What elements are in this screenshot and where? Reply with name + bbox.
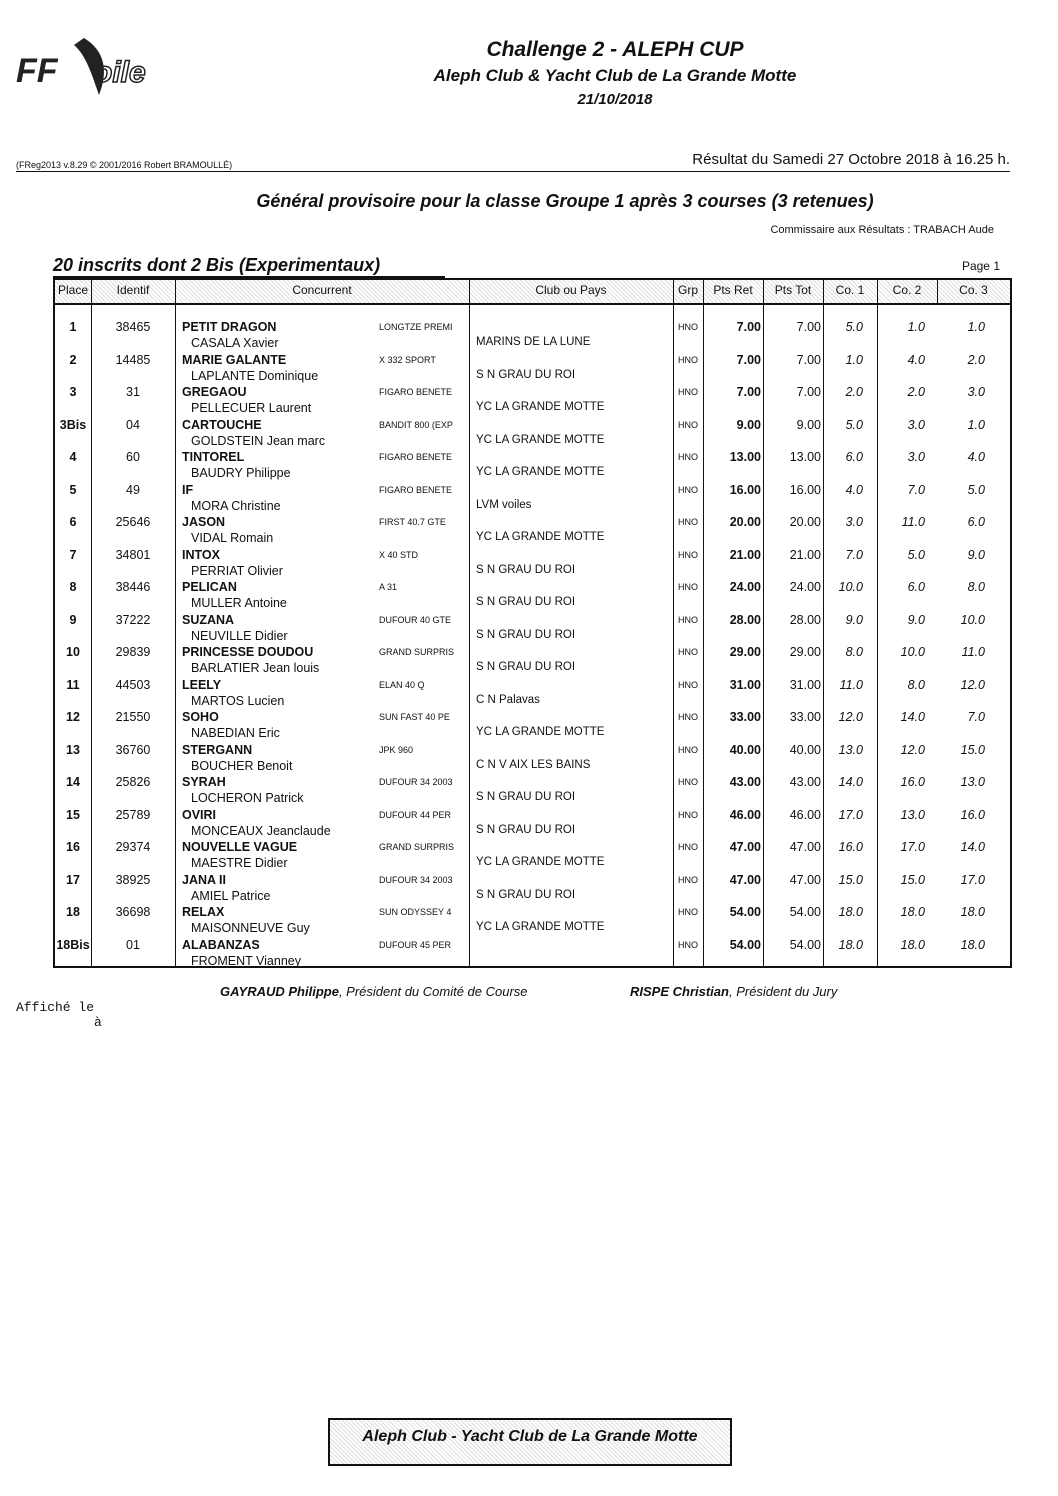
col-identif: Identif (116, 283, 150, 297)
cell-co2: 15.0 (900, 872, 925, 887)
cell-boat: JANA II (182, 872, 226, 887)
cell-co2: 9.0 (907, 612, 925, 627)
cell-co1: 6.0 (845, 450, 863, 464)
cell-co1: 10.0 (838, 580, 863, 594)
cell-ptstot: 47.00 (789, 840, 821, 854)
cell-club: S N GRAU DU ROI (476, 596, 576, 608)
cell-skipper: CASALA Xavier (191, 336, 279, 350)
cell-club: LVM voiles (476, 498, 532, 511)
cell-model: DUFOUR 44 PER (379, 809, 452, 820)
cell-skipper: LAPLANTE Dominique (191, 368, 319, 383)
cell-co1: 5.0 (845, 320, 863, 334)
cell-grp: HNO (678, 744, 698, 755)
cell-ptstot: 13.00 (789, 450, 821, 464)
cell-co1: 1.0 (845, 352, 863, 367)
cell-ptstot: 54.00 (789, 905, 821, 919)
cell-model: FIGARO BENETE (379, 452, 453, 462)
cell-skipper: PELLECUER Laurent (191, 401, 312, 415)
cell-co1: 16.0 (838, 840, 863, 854)
footer-banner (328, 1418, 732, 1466)
cell-boat: LEELY (182, 677, 222, 692)
cell-ident: 25646 (115, 515, 151, 529)
cell-co1: 3.0 (845, 515, 863, 529)
cell-co2: 16.0 (900, 775, 925, 789)
cell-co2: 10.0 (900, 645, 925, 659)
cell-skipper: MULLER Antoine (191, 596, 287, 610)
cell-skipper: VIDAL Romain (191, 531, 274, 545)
cell-co1: 2.0 (845, 385, 863, 399)
table-row (55, 548, 1010, 580)
cell-skipper: MORA Christine (191, 498, 281, 513)
cell-co1: 14.0 (838, 775, 863, 789)
cell-place: 18 (66, 905, 80, 919)
cell-boat: STERGANN (182, 742, 253, 757)
cell-place: 5 (69, 482, 77, 497)
cell-ptstot: 46.00 (789, 807, 821, 822)
race-committee-name: GAYRAUD Philippe (220, 984, 339, 999)
table-row (55, 645, 1010, 677)
page-subtitle: Aleph Club & Yacht Club de La Grande Motte (433, 66, 797, 85)
cell-club: C N Palavas (476, 693, 540, 706)
cell-ptsret: 46.00 (729, 807, 761, 822)
cell-ptsret: 47.00 (729, 872, 761, 887)
cell-boat: GREGAOU (182, 385, 247, 399)
cell-place: 8 (69, 580, 77, 594)
table-row (55, 775, 1010, 807)
cell-co1: 7.0 (845, 547, 863, 562)
cell-co2: 6.0 (907, 580, 925, 594)
cell-grp: HNO (678, 777, 698, 787)
cell-club: C N V AIX LES BAINS (476, 758, 591, 771)
table-row (55, 320, 1010, 352)
cell-co3: 7.0 (967, 710, 985, 724)
cell-ptsret: 29.00 (729, 645, 761, 659)
cell-model: X 332 SPORT (379, 354, 436, 365)
cell-ptstot: 9.00 (796, 417, 821, 432)
cell-boat: SOHO (182, 710, 219, 724)
col-pts-ret: Pts Ret (713, 283, 753, 297)
cell-place: 3 (69, 385, 77, 399)
table-row (55, 385, 1010, 417)
cell-ptstot: 47.00 (789, 872, 821, 887)
cell-co3: 6.0 (967, 515, 985, 529)
cell-place: 15 (66, 807, 80, 822)
posting-date-label: Affiché le (16, 1000, 95, 1015)
cell-co2: 18.0 (900, 905, 925, 919)
cell-skipper: MARTOS Lucien (191, 693, 285, 708)
cell-ident: 38465 (115, 320, 151, 334)
cell-boat: SUZANA (182, 612, 235, 627)
cell-co2: 14.0 (900, 710, 925, 724)
cell-skipper: MAISONNEUVE Guy (191, 921, 310, 935)
cell-co3: 1.0 (967, 320, 985, 334)
cell-grp: HNO (678, 484, 698, 495)
svg-text:FF: FF (16, 52, 58, 90)
cell-ptstot: 7.00 (796, 352, 821, 367)
cell-ptstot: 29.00 (789, 645, 821, 659)
cell-ptstot: 7.00 (796, 320, 821, 334)
cell-model: DUFOUR 45 PER (379, 939, 452, 950)
cell-ptsret: 43.00 (729, 775, 761, 789)
cell-co3: 14.0 (960, 840, 985, 854)
cell-grp: HNO (678, 647, 698, 657)
cell-grp: HNO (678, 354, 698, 365)
table-row (55, 905, 1010, 937)
cell-ident: 38446 (115, 580, 151, 594)
cell-club: YC LA GRANDE MOTTE (476, 856, 605, 868)
race-committee-signature (220, 984, 528, 999)
cell-co2: 2.0 (907, 385, 925, 399)
cell-grp: HNO (678, 549, 698, 560)
cell-ptsret: 54.00 (729, 905, 761, 919)
jury-name: RISPE Christian (630, 984, 729, 999)
cell-boat: PELICAN (182, 580, 237, 594)
cell-boat: PRINCESSE DOUDOU (182, 645, 314, 659)
table-row (55, 450, 1010, 482)
entries-count: 20 inscrits dont 2 Bis (Experimentaux) (53, 255, 381, 275)
col-co2: Co. 2 (892, 283, 922, 297)
cell-ptsret: 20.00 (729, 515, 761, 529)
cell-ptstot: 20.00 (789, 515, 821, 529)
table-row (55, 613, 1010, 645)
cell-co3: 12.0 (960, 677, 985, 692)
cell-club: YC LA GRANDE MOTTE (476, 531, 605, 543)
cell-grp: HNO (678, 452, 698, 462)
cell-grp: HNO (678, 907, 698, 917)
cell-place: 6 (69, 515, 77, 529)
cell-co3: 4.0 (967, 450, 985, 464)
cell-ptsret: 16.00 (729, 482, 761, 497)
cell-ident: 01 (126, 937, 140, 952)
cell-model: SUN FAST 40 PE (379, 712, 450, 722)
cell-place: 2 (69, 352, 77, 367)
cell-club: S N GRAU DU ROI (476, 368, 576, 381)
col-co3: Co. 3 (959, 283, 988, 297)
cell-co1: 18.0 (838, 937, 863, 952)
cell-co2: 17.0 (900, 840, 925, 854)
cell-ptsret: 47.00 (729, 840, 761, 854)
cell-skipper: BARLATIER Jean louis (191, 661, 320, 675)
cell-model: DUFOUR 34 2003 (379, 874, 453, 885)
cell-ptstot: 7.00 (796, 385, 821, 399)
cell-place: 10 (66, 645, 80, 659)
cell-skipper: MAESTRE Didier (191, 856, 288, 870)
cell-club: S N GRAU DU ROI (476, 628, 576, 641)
cell-co3: 18.0 (960, 905, 985, 919)
cell-skipper: LOCHERON Patrick (191, 791, 304, 805)
cell-ptstot: 21.00 (789, 547, 821, 562)
cell-skipper: BOUCHER Benoit (191, 758, 293, 773)
cell-ptsret: 40.00 (729, 742, 761, 757)
cell-model: DUFOUR 34 2003 (379, 777, 453, 787)
cell-boat: INTOX (182, 547, 220, 562)
cell-boat: IF (182, 482, 194, 497)
cell-grp: HNO (678, 322, 698, 332)
cell-co1: 9.0 (845, 612, 863, 627)
result-timestamp: Résultat du Samedi 27 Octobre 2018 à 16.25 h. (692, 151, 1010, 168)
cell-grp: HNO (678, 517, 698, 527)
cell-grp: HNO (678, 712, 698, 722)
cell-ident: 38925 (115, 872, 151, 887)
cell-model: FIGARO BENETE (379, 387, 453, 397)
cell-skipper: AMIEL Patrice (191, 888, 271, 903)
cell-boat: RELAX (182, 905, 225, 919)
cell-ptsret: 54.00 (729, 937, 761, 952)
header-divider (16, 171, 1010, 172)
cell-place: 13 (66, 742, 80, 757)
cell-grp: HNO (678, 387, 698, 397)
cell-ptsret: 7.00 (736, 352, 761, 367)
cell-ptstot: 31.00 (789, 677, 821, 692)
cell-model: X 40 STD (379, 549, 419, 560)
cell-ptsret: 33.00 (729, 710, 761, 724)
cell-co3: 11.0 (961, 645, 985, 659)
cell-co1: 4.0 (845, 482, 863, 497)
cell-boat: OVIRI (182, 807, 217, 822)
cell-co3: 16.0 (960, 807, 985, 822)
cell-ident: 25826 (115, 775, 151, 789)
cell-skipper: NEUVILLE Didier (191, 628, 288, 643)
cell-club: S N GRAU DU ROI (476, 888, 576, 901)
page-title: Challenge 2 - ALEPH CUP (486, 38, 744, 61)
jury-signature (630, 984, 837, 999)
cell-ptsret: 13.00 (729, 450, 761, 464)
table-row (55, 743, 1010, 775)
col-place: Place (57, 283, 89, 297)
cell-ptsret: 7.00 (736, 385, 761, 399)
cell-grp: HNO (678, 842, 698, 852)
results-officer: Commissaire aux Résultats : TRABACH Aude (770, 224, 994, 236)
col-concurrent: Concurrent (292, 283, 352, 297)
cell-place: 9 (69, 612, 77, 627)
cell-co1: 18.0 (838, 905, 863, 919)
cell-co1: 5.0 (845, 417, 863, 432)
cell-place: 7 (69, 547, 77, 562)
cell-ident: 34801 (115, 547, 151, 562)
cell-grp: HNO (678, 419, 698, 430)
table-row (55, 678, 1010, 710)
cell-ptstot: 16.00 (789, 482, 821, 497)
col-divider (937, 280, 938, 303)
cell-ident: 21550 (115, 710, 151, 724)
table-row (55, 515, 1010, 547)
cell-ptstot: 24.00 (789, 580, 821, 594)
table-row (55, 808, 1010, 840)
cell-co3: 18.0 (960, 937, 985, 952)
cell-place: 3Bis (59, 417, 87, 432)
cell-club: YC LA GRANDE MOTTE (476, 401, 605, 413)
cell-boat: CARTOUCHE (182, 417, 262, 432)
col-pts-tot: Pts Tot (774, 283, 812, 297)
table-row (55, 580, 1010, 612)
cell-co2: 8.0 (907, 677, 925, 692)
table-row (55, 353, 1010, 385)
cell-club: YC LA GRANDE MOTTE (476, 726, 605, 738)
cell-co2: 4.0 (907, 352, 925, 367)
cell-club: S N GRAU DU ROI (476, 823, 576, 836)
cell-boat: ALABANZAS (182, 937, 260, 952)
cell-club: YC LA GRANDE MOTTE (476, 433, 605, 446)
cell-co2: 3.0 (907, 450, 925, 464)
cell-place: 12 (66, 710, 80, 724)
cell-club: MARINS DE LA LUNE (476, 336, 591, 348)
col-grp: Grp (677, 283, 698, 297)
cell-model: SUN ODYSSEY 4 (379, 907, 452, 917)
cell-ptsret: 21.00 (729, 547, 761, 562)
cell-co2: 7.0 (907, 482, 925, 497)
cell-ident: 36760 (115, 742, 151, 757)
cell-ident: 37222 (115, 612, 151, 627)
cell-place: 17 (66, 872, 80, 887)
cell-ident: 04 (126, 417, 140, 432)
table-row (55, 710, 1010, 742)
table-row (55, 938, 1010, 970)
cell-co3: 1.0 (967, 417, 985, 432)
cell-co3: 5.0 (967, 482, 985, 497)
table-row (55, 483, 1010, 515)
cell-ptstot: 40.00 (789, 742, 821, 757)
cell-skipper: BAUDRY Philippe (191, 466, 291, 480)
cell-co3: 9.0 (967, 547, 985, 562)
posting-time-label: à (94, 1015, 102, 1030)
cell-co1: 12.0 (838, 710, 863, 724)
cell-co1: 13.0 (838, 742, 863, 757)
cell-place: 18Bis (56, 937, 90, 952)
col-co1: Co. 1 (835, 283, 865, 297)
cell-co3: 8.0 (967, 580, 985, 594)
cell-model: DUFOUR 40 GTE (379, 614, 452, 625)
col-club: Club ou Pays (535, 283, 607, 297)
cell-ident: 25789 (115, 807, 151, 822)
cell-co3: 3.0 (967, 385, 985, 399)
cell-ident: 36698 (115, 905, 151, 919)
cell-boat: SYRAH (182, 775, 226, 789)
cell-co2: 5.0 (907, 547, 925, 562)
cell-ptsret: 24.00 (729, 580, 761, 594)
cell-ident: 44503 (115, 677, 151, 692)
cell-grp: HNO (678, 874, 698, 885)
svg-text:oile: oile (94, 56, 146, 89)
event-date: 21/10/2018 (577, 91, 653, 108)
cell-grp: HNO (678, 614, 698, 625)
cell-co2: 12.0 (900, 742, 925, 757)
posting-stamp (16, 1000, 102, 1030)
page-number: Page 1 (961, 259, 1000, 273)
cell-ptsret: 28.00 (729, 612, 761, 627)
cell-ptsret: 7.00 (736, 320, 761, 334)
race-committee-role: , Président du Comité de Course (338, 984, 528, 999)
cell-model: A 31 (379, 582, 398, 592)
cell-ident: 31 (126, 385, 140, 399)
cell-co1: 15.0 (838, 872, 863, 887)
cell-place: 4 (69, 450, 77, 464)
cell-place: 16 (66, 840, 80, 854)
cell-model: LONGTZE PREMI (379, 322, 453, 332)
cell-boat: PETIT DRAGON (182, 320, 277, 334)
cell-skipper: FROMENT Vianney (191, 953, 301, 968)
cell-ident: 49 (126, 482, 140, 497)
jury-role: , Président du Jury (728, 984, 838, 999)
cell-model: GRAND SURPRIS (379, 647, 455, 657)
cell-model: JPK 960 (379, 744, 414, 755)
cell-club: S N GRAU DU ROI (476, 563, 576, 576)
cell-model: BANDIT 800 (EXP (379, 419, 453, 430)
cell-ptstot: 33.00 (789, 710, 821, 724)
cell-ptstot: 54.00 (789, 937, 821, 952)
cell-co2: 3.0 (907, 417, 925, 432)
cell-boat: JASON (182, 515, 226, 529)
cell-model: FIGARO BENETE (379, 484, 453, 495)
cell-ptstot: 43.00 (789, 775, 821, 789)
ranking-title: Général provisoire pour la classe Groupe 1 après 3 courses (3 retenues) (256, 191, 874, 211)
cell-grp: HNO (678, 679, 698, 690)
cell-skipper: MONCEAUX Jeanclaude (191, 823, 331, 838)
cell-co1: 11.0 (839, 677, 863, 692)
cell-co2: 18.0 (900, 937, 925, 952)
cell-co2: 13.0 (900, 807, 925, 822)
cell-grp: HNO (678, 582, 698, 592)
table-row (55, 873, 1010, 905)
table-header (55, 280, 1010, 305)
cell-boat: NOUVELLE VAGUE (182, 840, 298, 854)
cell-co3: 17.0 (960, 872, 985, 887)
table-row (55, 840, 1010, 872)
cell-place: 1 (69, 320, 77, 334)
cell-club: S N GRAU DU ROI (476, 661, 576, 673)
cell-ident: 14485 (115, 352, 151, 367)
cell-co2: 1.0 (907, 320, 925, 334)
footer-text: Aleph Club - Yacht Club de La Grande Motte (362, 1428, 698, 1445)
cell-grp: HNO (678, 939, 698, 950)
cell-boat: MARIE GALANTE (182, 352, 287, 367)
cell-club: YC LA GRANDE MOTTE (476, 466, 605, 478)
cell-co1: 17.0 (838, 807, 863, 822)
cell-ident: 29374 (115, 840, 151, 854)
cell-club: YC LA GRANDE MOTTE (476, 921, 605, 933)
cell-co3: 13.0 (960, 775, 985, 789)
cell-boat: TINTOREL (182, 450, 245, 464)
cell-ptsret: 31.00 (729, 677, 761, 692)
cell-ptsret: 9.00 (736, 417, 761, 432)
cell-ptstot: 28.00 (789, 612, 821, 627)
cell-co3: 10.0 (960, 612, 985, 627)
cell-model: GRAND SURPRIS (379, 842, 455, 852)
cell-co3: 2.0 (967, 352, 985, 367)
cell-skipper: GOLDSTEIN Jean marc (191, 433, 326, 448)
cell-co2: 11.0 (901, 515, 925, 529)
cell-place: 14 (66, 775, 80, 789)
cell-co1: 8.0 (845, 645, 863, 659)
cell-place: 11 (66, 677, 80, 692)
cell-co3: 15.0 (960, 742, 985, 757)
cell-grp: HNO (678, 809, 698, 820)
cell-ident: 29839 (115, 645, 151, 659)
results-table (53, 278, 1012, 968)
cell-skipper: NABEDIAN Eric (191, 726, 280, 740)
software-version: (FReg2013 v.8.29 © 2001/2016 Robert BRAMOULLÉ) (16, 160, 233, 170)
table-row (55, 418, 1010, 450)
cell-model: FIRST 40.7 GTE (379, 517, 446, 527)
cell-skipper: PERRIAT Olivier (191, 563, 283, 578)
cell-ident: 60 (126, 450, 140, 464)
cell-club: S N GRAU DU ROI (476, 791, 576, 803)
cell-model: ELAN 40 Q (379, 679, 425, 690)
